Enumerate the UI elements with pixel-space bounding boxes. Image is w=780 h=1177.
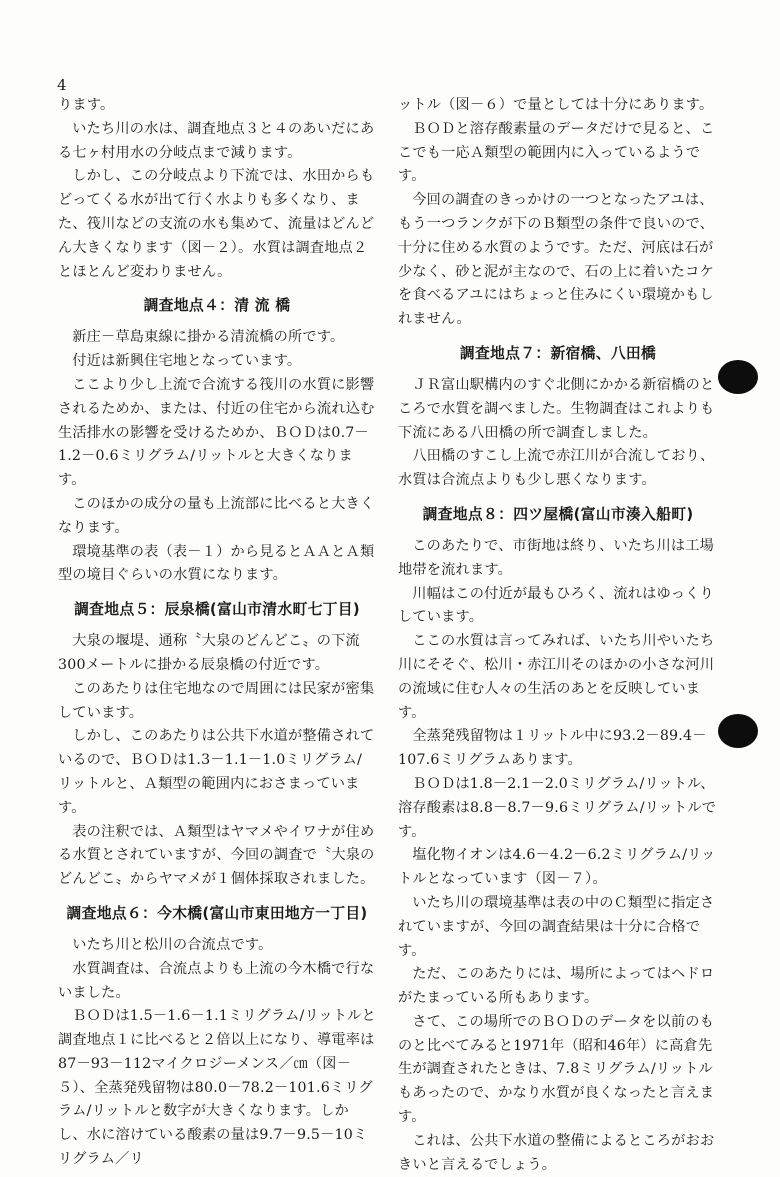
paragraph: 大泉の堰堤、通称〝大泉のどんどこ〟の下流300メートルに掛かる辰泉橋の付近です。 [58,633,360,673]
paragraph: しかし、このあたりは公共下水道が整備されているので、ＢＯＤは1.3－1.1－1.0ミリグラム/リットルと、Ａ類型の範囲内におさまっています。 [58,728,375,816]
paragraph: 川幅はこの付近が最もひろく、流れはゆっくりしています。 [398,585,714,626]
section-heading: 調査地点４：清 流 橋 [143,297,291,315]
paragraph: ＢＯＤは1.8－2.1－2.0ミリグラム/リットル、溶存酸素は8.8－8.7－9.6ミリグラム/リットルです。 [398,775,717,840]
paragraph: ここより少し上流で合流する筏川の水質に影響されるためか、または、付近の住宅から流れ込む生活排水の影響を受けるためか、ＢＯＤは0.7－1.2－0.6ミリグラム/リットルと大きくなります。 [58,376,375,489]
paragraph: ＢＯＤと溶存酸素量のデータだけで見ると、ここでも一応Ａ類型の範囲内に入っているようです。 [398,120,715,185]
continued-paragraph: ります。 [58,97,115,113]
paragraph: このほかの成分の量も上流部に比べると大きくなります。 [58,495,375,536]
punch-hole-mark [718,714,758,748]
paragraph: ただ、このあたりには、場所によってはヘドロがたまっている所もあります。 [398,966,715,1007]
section-heading: 調査地点７：新宿橋、八田橋 [459,344,657,362]
paragraph: 今回の調査のきっかけの一つとなったアユは、もう一つランクが下のＢ類型の条件で良いので、十分に住める水質のようです。ただ、河底は石が少なく、砂と泥が主なので、石の上に着いたコケを食べるアユにはちょっと住みにくい環境かもしれません。 [398,192,714,328]
left-column [58,94,376,1172]
paragraph: このあたりで、市街地は終り、いたち川は工場地帯を流れます。 [398,537,715,578]
continued-paragraph: ットル（図－６）で量としては十分にあります。 [398,97,714,113]
paragraph: いたち川の水は、調査地点３と４のあいだにある七ヶ村用水の分岐点まで減ります。 [58,120,375,161]
page-number: 4 [57,76,67,94]
paragraph: 塩化物イオンは4.6－4.2－6.2ミリグラム/リットルとなっています（図－７）。 [398,847,716,888]
paragraph: 新庄－草島東線に掛かる清流橋の所です。 [72,329,345,346]
paragraph: 水質調査は、合流点よりも上流の今木橋で行ないました。 [58,960,375,1001]
paragraph: 八田橋のすこし上流で赤江川が合流しており、水質は合流点よりも少し悪くなります。 [398,448,715,489]
paragraph: これは、公共下水道の整備によるところがおおきいと言えるでしょう。 [398,1132,715,1173]
paragraph: さて、この場所でのＢＯＤのデータを以前のものと比べてみると1971年（昭和46年）に高倉先生が調査されたときは、7.8ミリグラム/リットルもあったので、かなり水質が良くなったと言えます。 [398,1013,715,1126]
paragraph: このあたりは住宅地なので周囲には民家が密集しています。 [58,680,375,721]
section-heading: 調査地点６：今木橋(富山市東田地方一丁目) [66,904,368,922]
paragraph: いたち川と松川の合流点です。 [72,936,273,953]
section-heading: 調査地点５：辰泉橋(富山市清水町七丁目) [74,601,360,619]
section-heading: 調査地点８：四ツ屋橋(富山市湊入船町) [422,505,694,523]
paragraph: ＪＲ富山駅構内のすぐ北側にかかる新宿橋のところで水質を調べました。生物調査はこれよりも下流にある八田橋の所で調査しました。 [398,376,715,441]
right-column [398,94,718,1177]
paragraph: 付近は新興住宅地となっています。 [72,353,302,370]
paragraph: 表の注釈では、Ａ類型はヤマメやイワナが住める水質とされていますが、今回の調査で〝大泉のどんどこ〟からヤマメが１個体採取されました。 [58,823,375,888]
punch-hole-mark [718,360,758,394]
paragraph: ＢＯＤは1.5－1.6－1.1ミリグラム/リットルと調査地点１に比べると２倍以上になり、導電率は87－93－112マイクロジーメンス／㎝（図－５）、全蒸発残留物は80.0－78.2－101.6ミリグラム/リットルと数字が大きくなります。しかし、水に溶けている酸素の量は9.7－9.5－10ミリグラム／リ [58,1008,376,1168]
paragraph: しかし、この分岐点より下流では、水田からもどってくる水が出て行く水よりも多くなり、また、筏川などの支流の水も集めて、流量はどんどん大きくなります（図－２）。水質は調査地点２とほとんど変わりません。 [58,168,375,280]
paragraph: ここの水質は言ってみれば、いたち川やいたち川にそそぐ、松川・赤江川そのほかの小さな河川の流域に住む人々の生活のあとを反映しています。 [398,633,715,721]
paragraph: 環境基準の表（表－１）から見るとＡＡとＡ類型の境目ぐらいの水質になります。 [58,543,375,584]
paragraph: いたち川の環境基準は表の中のＣ類型に指定されていますが、今回の調査結果は十分に合格です。 [398,894,715,959]
paragraph: 全蒸発残留物は１リットル中に93.2－89.4－107.6ミリグラムあります。 [398,728,707,769]
